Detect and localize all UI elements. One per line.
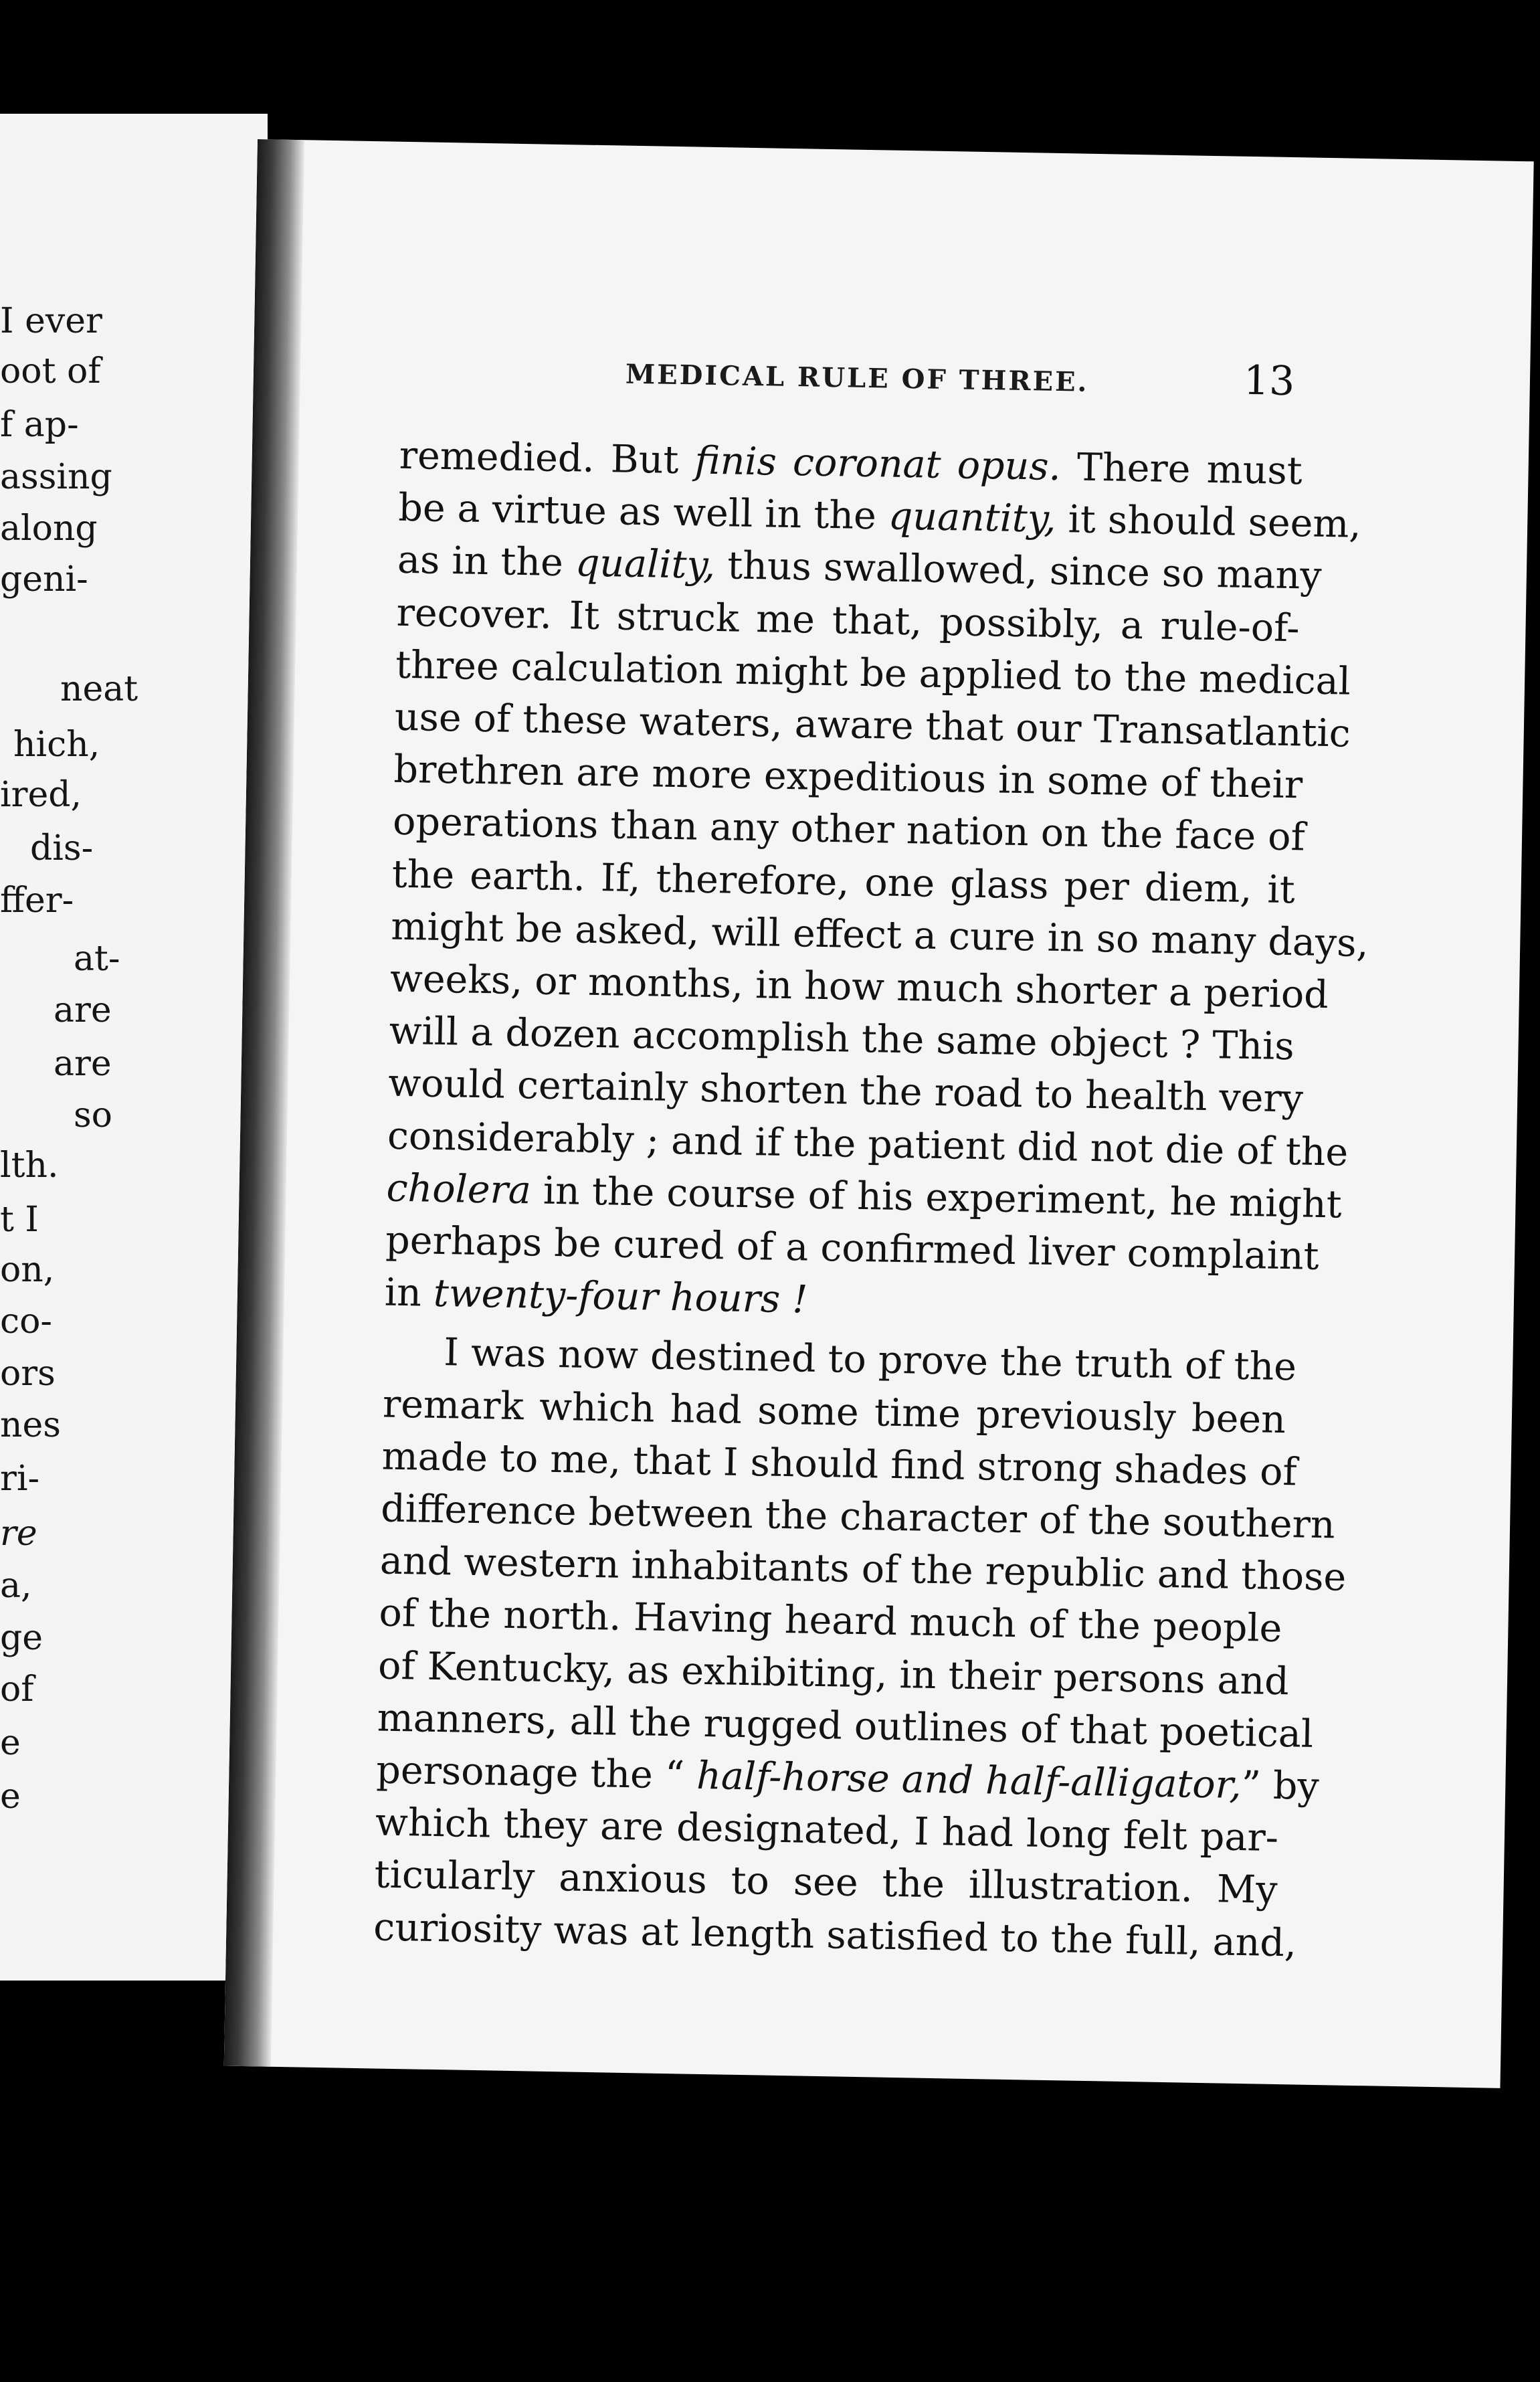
text-segment: There must bbox=[1060, 445, 1303, 494]
left-page-fragment: lth. bbox=[0, 1146, 59, 1186]
text-segment: personage the “ bbox=[375, 1748, 697, 1798]
text-segment: and western inhabitants of the republic and those bbox=[379, 1538, 1347, 1600]
text-segment: the earth. If, therefore, one glass per diem, it bbox=[391, 852, 1296, 912]
text-segment: in bbox=[384, 1270, 434, 1316]
text-segment: curiosity was at length satisfied to the full, and, bbox=[373, 1905, 1297, 1966]
text-segment: manners, all the rugged outlines of that poetical bbox=[377, 1696, 1314, 1756]
main-page bbox=[224, 139, 1534, 2088]
left-page-fragment: re bbox=[0, 1514, 37, 1554]
left-page-fragment: ired, bbox=[0, 775, 82, 815]
text-segment: use of these waters, aware that our Transatlantic bbox=[394, 695, 1351, 756]
left-page-fragment: neat bbox=[60, 669, 138, 709]
text-segment: ” by bbox=[1241, 1763, 1320, 1809]
left-page-fragment: at- bbox=[74, 939, 120, 979]
left-page-fragment: so bbox=[74, 1095, 112, 1135]
text-segment: remedied. But bbox=[399, 433, 696, 483]
left-page-fragment: are bbox=[54, 1044, 112, 1084]
left-page-fragment: oot of bbox=[0, 351, 101, 391]
left-page-fragment: f ap- bbox=[0, 405, 79, 445]
left-page-fragment: are bbox=[54, 990, 112, 1030]
text-segment: recover. It struck me that, possibly, a rule-of- bbox=[396, 590, 1301, 650]
running-head: MEDICAL RULE OF THREE. bbox=[625, 358, 1089, 398]
text-segment: which they are designated, I had long felt par- bbox=[375, 1800, 1279, 1861]
left-page-fragment: ri- bbox=[0, 1459, 40, 1499]
left-page-fragment: t I bbox=[0, 1200, 39, 1240]
left-page-fragment: ors bbox=[0, 1354, 56, 1394]
text-segment: as in the bbox=[397, 538, 576, 585]
italic-text: twenty-four hours ! bbox=[433, 1271, 808, 1322]
left-page-fragment: on, bbox=[0, 1250, 55, 1290]
text-segment: would certainly shorten the road to health very bbox=[387, 1061, 1304, 1121]
left-page-fragment: e bbox=[0, 1723, 21, 1763]
text-segment: considerably ; and if the patient did not die of the bbox=[387, 1113, 1349, 1175]
left-page-fragment: I ever bbox=[0, 301, 102, 341]
italic-text: quality, bbox=[575, 541, 716, 588]
text-segment: it should seem, bbox=[1055, 497, 1362, 547]
left-page-fragment: ge bbox=[0, 1618, 43, 1658]
italic-text: half-horse and half-alligator, bbox=[696, 1753, 1242, 1808]
text-segment: three calculation might be applied to the medical bbox=[395, 642, 1351, 704]
italic-text: cholera bbox=[386, 1166, 532, 1213]
text-segment: remark which had some time previously been bbox=[382, 1382, 1286, 1442]
left-page-fragment: dis- bbox=[30, 828, 94, 868]
text-segment: I was now destined to prove the truth of the bbox=[443, 1330, 1297, 1390]
italic-text: finis coronat opus. bbox=[694, 438, 1062, 490]
text-segment: will a dozen accomplish the same object ? This bbox=[389, 1008, 1295, 1069]
left-page-fragment: nes bbox=[0, 1405, 61, 1445]
text-segment: in the course of his experiment, he might bbox=[531, 1168, 1343, 1227]
text-segment: perhaps be cured of a confirmed liver complaint bbox=[385, 1218, 1320, 1279]
left-page-fragment: along bbox=[0, 509, 98, 549]
text-segment: of Kentucky, as exhibiting, in their persons and bbox=[377, 1643, 1290, 1704]
text-segment: difference between the character of the southern bbox=[380, 1486, 1336, 1548]
page-number: 13 bbox=[1243, 357, 1295, 405]
left-page-fragment: ffer- bbox=[0, 881, 74, 921]
left-page-fragment: geni- bbox=[0, 559, 88, 600]
italic-text: quantity, bbox=[888, 494, 1057, 542]
text-segment: might be asked, will effect a cure in so many days, bbox=[390, 904, 1369, 966]
left-page-fragment: co- bbox=[0, 1301, 52, 1342]
text-segment: ticularly anxious to see the illustration. My bbox=[374, 1852, 1278, 1913]
left-page bbox=[0, 114, 268, 1981]
text-segment: of the north. Having heard much of the people bbox=[379, 1590, 1282, 1651]
text-segment: brethren are more expeditious in some of their bbox=[393, 747, 1303, 808]
text-segment: operations than any other nation on the face of bbox=[392, 800, 1306, 860]
text-segment: thus swallowed, since so many bbox=[714, 543, 1323, 599]
left-page-fragment: e bbox=[0, 1776, 21, 1817]
text-segment: weeks, or months, in how much shorter a period bbox=[389, 956, 1329, 1018]
left-page-fragment: assing bbox=[0, 457, 112, 497]
left-page-fragment: of bbox=[0, 1669, 34, 1710]
left-page-fragment: hich, bbox=[13, 725, 100, 765]
text-segment: be a virtue as well in the bbox=[397, 485, 889, 539]
text-segment: made to me, that I should find strong shades of bbox=[381, 1434, 1298, 1495]
left-page-fragment: a, bbox=[0, 1566, 32, 1606]
